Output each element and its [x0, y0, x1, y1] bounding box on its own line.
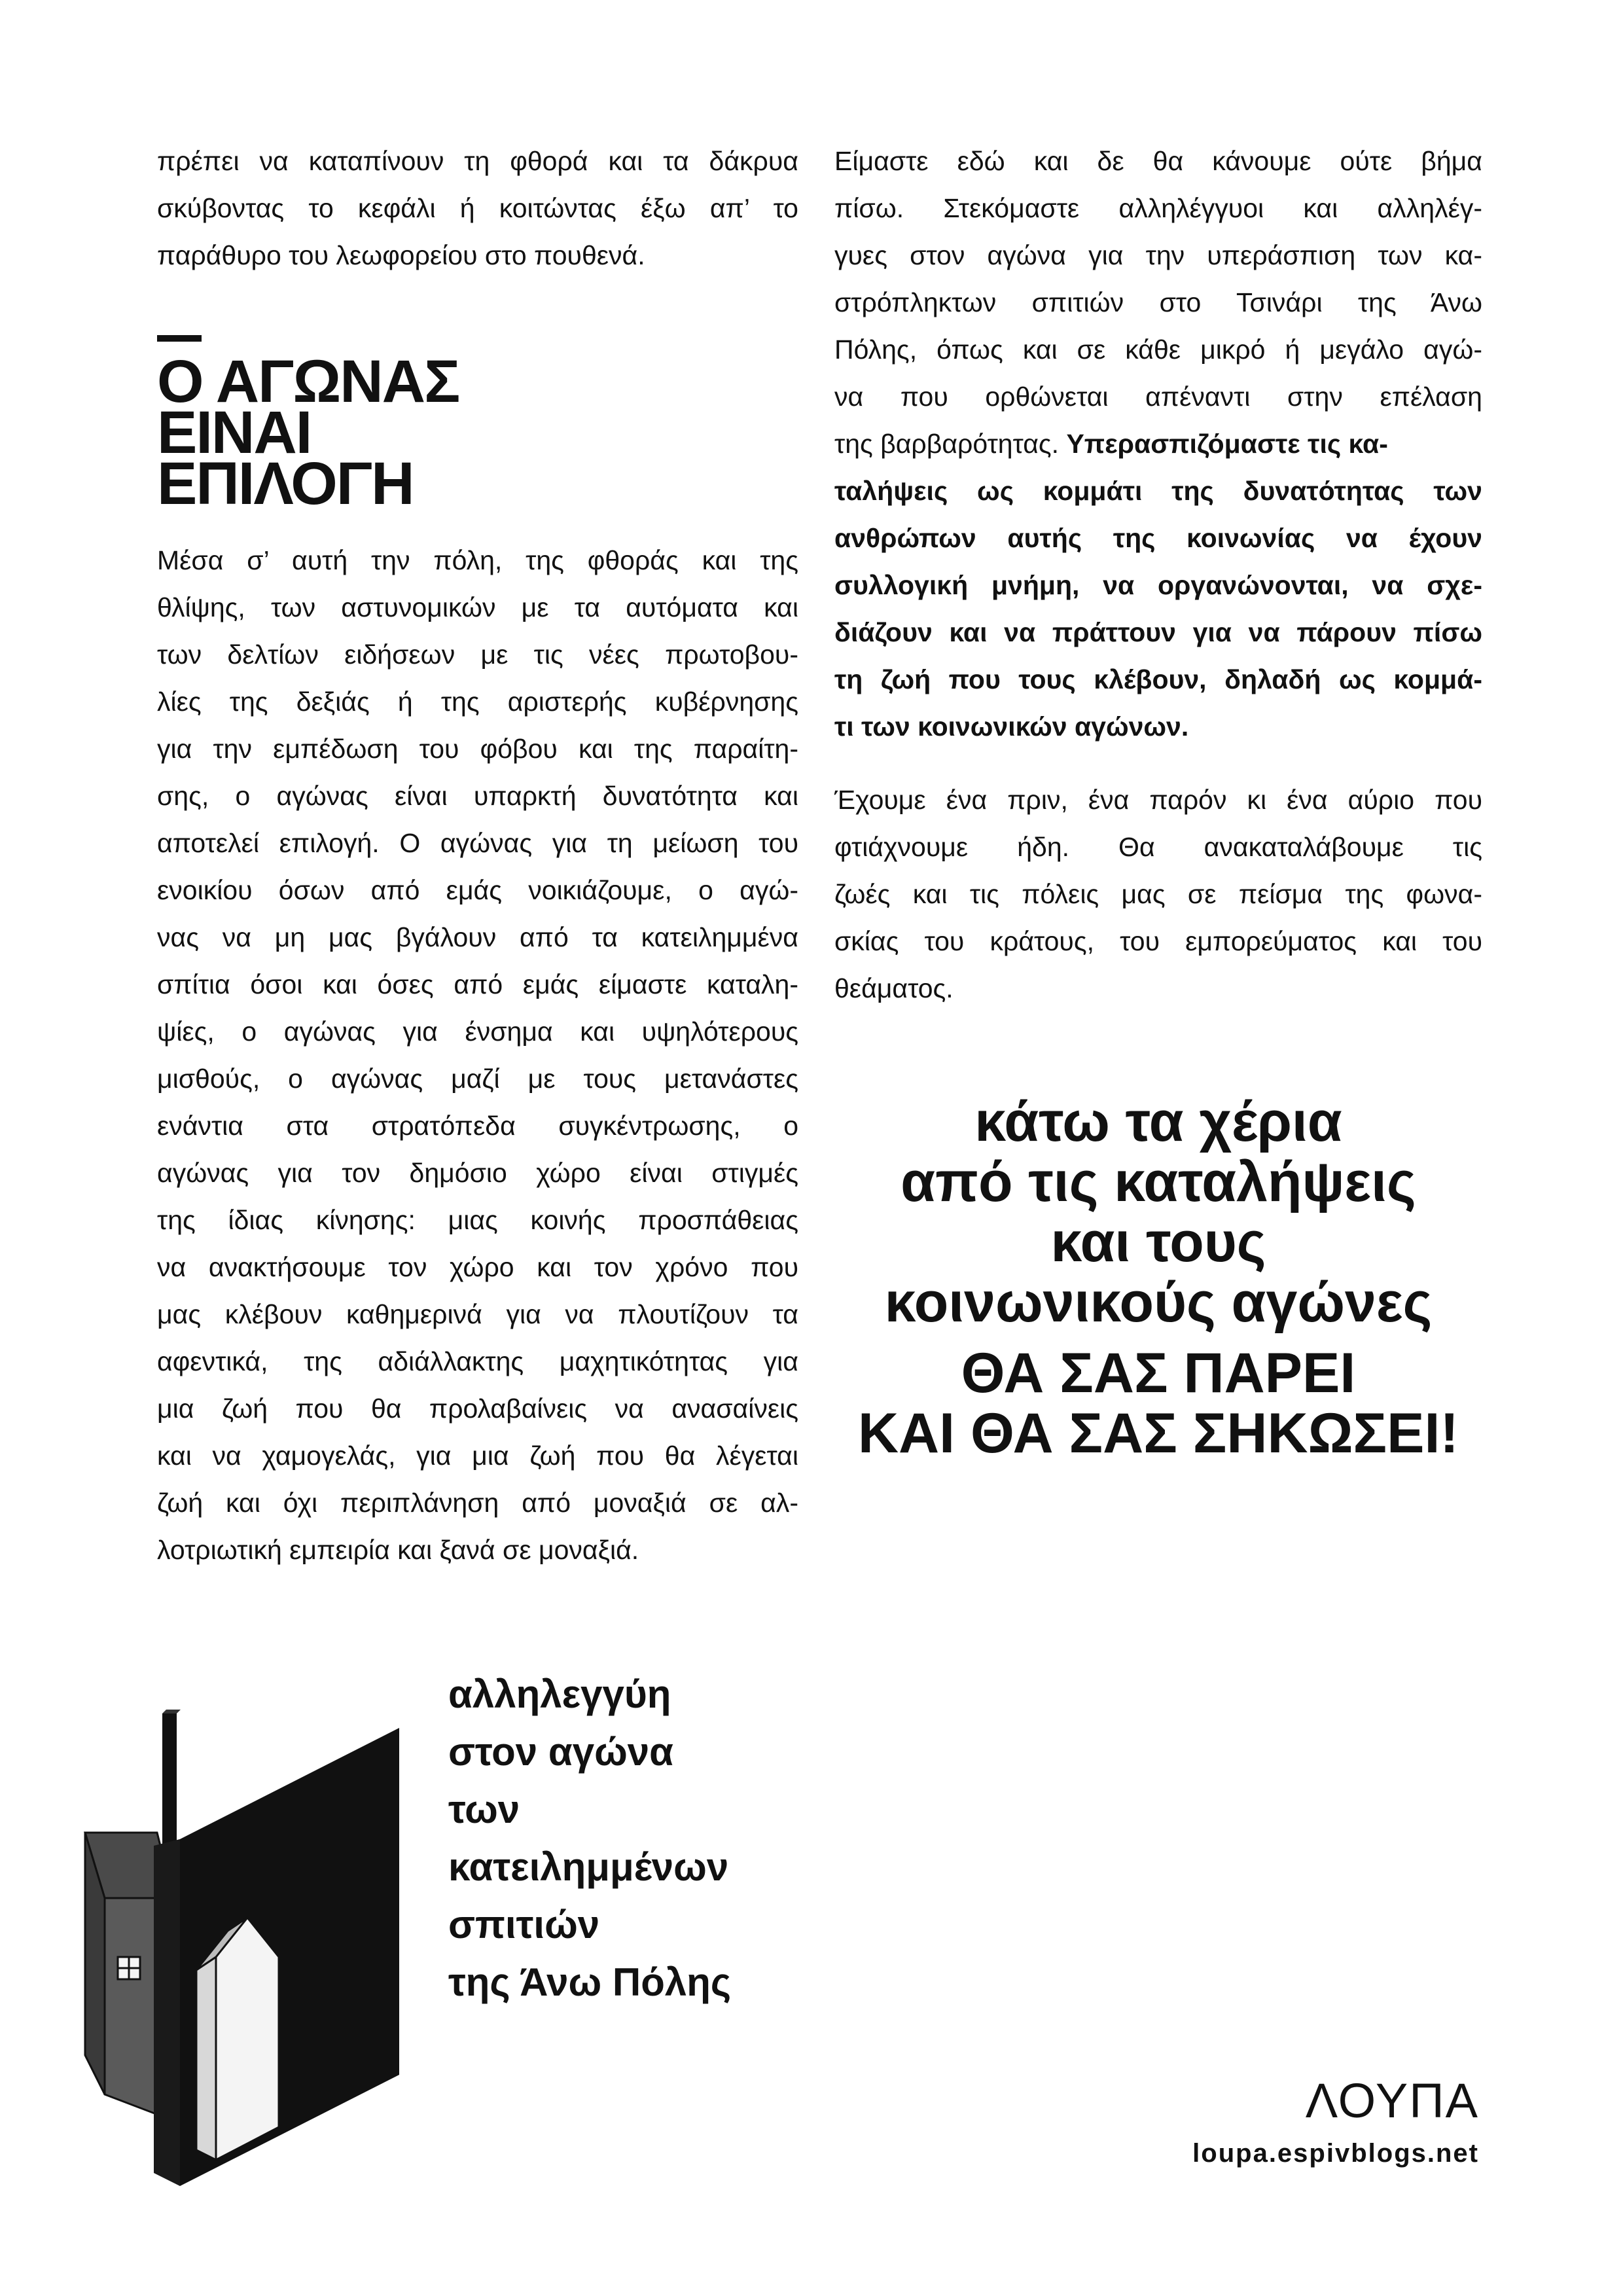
text-line: ψίες, ο αγώνας για ένσημα και υψηλότερους	[157, 1016, 798, 1047]
bold-fragment: Υπερασπιζόμαστε τις κα-	[1066, 429, 1388, 459]
body-paragraph	[157, 537, 798, 1573]
text-line: σης, ο αγώνας είναι υπαρκτή δυνατότητα και	[157, 781, 798, 811]
solidarity-line: σπιτιών	[448, 1903, 600, 1946]
solidarity-line: της Άνω Πόλης	[448, 1960, 732, 2004]
text-line: λίες της δεξιάς ή της αριστερής κυβέρνησης	[157, 687, 798, 717]
text-line: διάζουν και να πράττουν για να πάρουν πίσω	[834, 617, 1482, 647]
solidarity-paragraph	[834, 137, 1482, 750]
solidarity-statement	[448, 1666, 906, 2011]
text-line: θεάματος.	[834, 973, 954, 1003]
brand-logo-text: ΛΟΥΠΑ	[1305, 2073, 1479, 2128]
text-line: μας κλέβουν καθημερινά για να πλουτίζουν τα	[157, 1299, 798, 1329]
slogan-warning	[834, 1343, 1482, 1463]
text-line: πίσω. Στεκόμαστε αλληλέγγυοι και αλληλέγ-	[834, 193, 1482, 223]
intro-paragraph	[157, 137, 798, 279]
text-line: μισθούς, ο αγώνας μαζί με τους μετανάστες	[157, 1064, 798, 1094]
text-line: να που ορθώνεται απέναντι στην επέλαση	[834, 382, 1482, 412]
text-line: αποτελεί επιλογή. Ο αγώνας για τη μείωση του	[157, 828, 798, 858]
heading-line: ΕΙΝΑΙ	[157, 399, 312, 466]
left-column	[157, 137, 798, 1573]
text-line: σπίτια όσοι και όσες από εμάς είμαστε καταλη-	[157, 969, 798, 999]
text-line: της ίδιας κίνησης: μιας κοινής προσπάθειας	[157, 1205, 798, 1235]
future-paragraph	[834, 776, 1482, 1012]
slogan-line: κάτω τα χέρια	[974, 1090, 1342, 1153]
text-line: νας να μη μας βγάλουν από τα κατειλημμένα	[157, 922, 798, 952]
text-line: σκίας του κράτους, του εμπορεύματος και του	[834, 926, 1482, 956]
text-line: ενοικίου όσων από εμάς νοικιάζουμε, ο αγώ-	[157, 875, 798, 905]
text-line: Πόλης, όπως και σε κάθε μικρό ή μεγάλο αγώ-	[834, 334, 1482, 365]
slogan-line: από τις καταλήψεις	[901, 1151, 1416, 1213]
slogan-line: και τους	[1050, 1211, 1266, 1274]
text-line: λοτριωτική εμπειρία και ξανά σε μοναξιά.	[157, 1535, 639, 1565]
heading-line: Ο ΑΓΩΝΑΣ	[157, 348, 459, 415]
text-fragment: της βαρβαρότητας.	[834, 429, 1067, 459]
solidarity-line: των	[448, 1787, 520, 1831]
text-line: ζωή και όχι περιπλάνηση από μοναξιά σε αλ-	[157, 1488, 798, 1518]
text-line: Μέσα σ’ αυτή την πόλη, της φθοράς και της	[157, 545, 798, 575]
solidarity-line: κατειλημμένων	[448, 1845, 729, 1889]
text-line: ταλήψεις ως κομμάτι της δυνατότητας των	[834, 476, 1482, 506]
solidarity-line: στον αγώνα	[448, 1730, 674, 1774]
text-line: τι των κοινωνικών αγώνων.	[834, 711, 1189, 742]
text-line: των δελτίων ειδήσεων με τις νέες πρωτοβου-	[157, 639, 798, 670]
text-line: συλλογική μνήμη, να οργανώνονται, να σχε-	[834, 570, 1482, 600]
slogan-hands-off	[834, 1092, 1482, 1333]
white-house	[216, 1918, 279, 2160]
text-line: ανθρώπων αυτής της κοινωνίας να έχουν	[834, 523, 1482, 553]
heading-dash	[157, 335, 202, 342]
text-line: να ανακτήσουμε τον χώρο και τον χρόνο που	[157, 1252, 798, 1282]
houses-illustration-icon	[59, 1702, 465, 2186]
heading-line: ΕΠΙΛΟΓΗ	[157, 450, 414, 517]
brand-url[interactable]: loupa.espivblogs.net	[1192, 2139, 1479, 2168]
slogan-line: κοινωνικούς αγώνες	[884, 1271, 1433, 1334]
black-wall-side	[154, 1839, 180, 2186]
text-line: γυες στον αγώνα για την υπεράσπιση των κα-	[834, 240, 1482, 270]
text-line: τη ζωή που τους κλέβουν, δηλαδή ως κομμά-	[834, 664, 1482, 694]
text-line: Έχουμε ένα πριν, ένα παρόν κι ένα αύριο που	[834, 785, 1482, 815]
slogan-line: ΘΑ ΣΑΣ ΠΑΡΕΙ	[961, 1342, 1356, 1405]
text-line: αγώνας για τον δημόσιο χώρο είναι στιγμές	[157, 1158, 798, 1188]
slogan-line: ΚΑΙ ΘΑ ΣΑΣ ΣΗΚΩΣΕΙ!	[857, 1402, 1459, 1465]
text-line: και να χαμογελάς, για μια ζωή που θα λέγεται	[157, 1441, 798, 1471]
text-line: ενάντια στα στρατόπεδα συγκέντρωσης, ο	[157, 1111, 798, 1141]
text-line: για την εμπέδωση του φόβου και της παραίτη-	[157, 734, 798, 764]
text-line: παράθυρο του λεωφορείου στο πουθενά.	[157, 240, 645, 270]
text-line: αφεντικά, της αδιάλλακτης μαχητικότητας για	[157, 1346, 798, 1376]
right-column	[834, 137, 1482, 1012]
brand-block	[1113, 2075, 1479, 2168]
text-line: ζωές και τις πόλεις μας σε πείσμα της φωνα-	[834, 879, 1482, 909]
text-line: πρέπει να καταπίνουν τη φθορά και τα δάκρυα	[157, 146, 798, 176]
text-line: φτιάχνουμε ήδη. Θα ανακαταλάβουμε τις	[834, 832, 1482, 862]
section-heading	[157, 348, 798, 517]
text-line: στρόπληκτων σπιτιών στο Τσινάρι της Άνω	[834, 287, 1482, 317]
solidarity-line: αλληλεγγύη	[448, 1672, 671, 1716]
text-line: σκύβοντας το κεφάλι ή κοιτώντας έξω απ’ το	[157, 193, 798, 223]
text-line: Είμαστε εδώ και δε θα κάνουμε ούτε βήμα	[834, 146, 1482, 176]
text-line: θλίψης, των αστυνομικών με τα αυτόματα και	[157, 592, 798, 622]
text-line: μια ζωή που θα προλαβαίνεις να ανασαίνεις	[157, 1393, 798, 1424]
